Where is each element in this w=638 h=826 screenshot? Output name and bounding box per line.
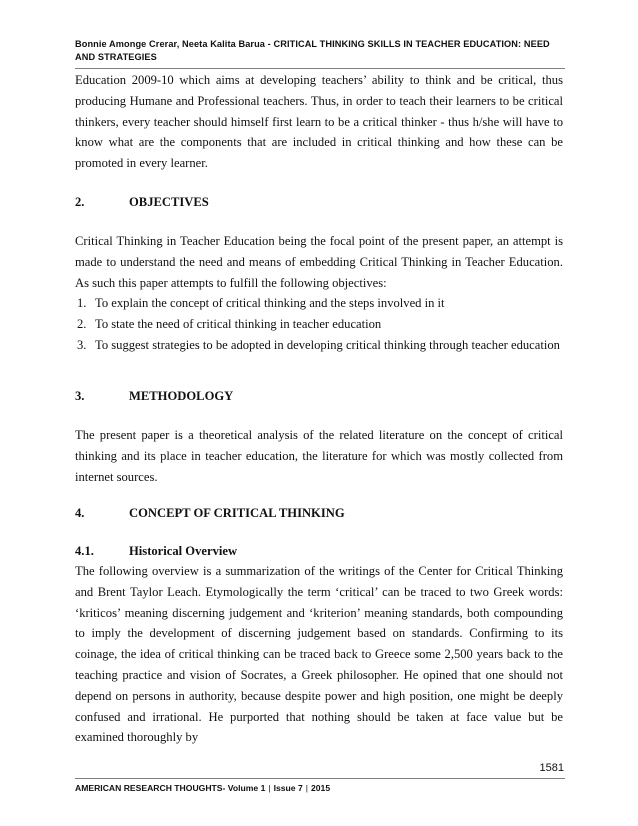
footer-separator: |: [305, 783, 308, 793]
intro-paragraph-block: [75, 70, 563, 174]
section-number: 4.1.: [75, 544, 94, 558]
list-item: [75, 335, 563, 356]
section-heading-objectives: [75, 192, 209, 212]
list-item: [75, 314, 563, 335]
running-header: [75, 38, 565, 69]
historical-paragraph-block: [75, 561, 563, 748]
subsection-heading-historical: [75, 541, 237, 561]
list-item-text: To explain the concept of critical thinking and the steps involved in it: [95, 296, 445, 310]
section-title: OBJECTIVES: [129, 195, 209, 209]
list-item: [75, 293, 563, 314]
objectives-paragraph: Critical Thinking in Teacher Education being the focal point of the present paper, an attempt is made to understand the need and means of embedding Critical Thinking in Teacher Education. As such this paper attempts to fulfill the following objectives:: [75, 234, 563, 290]
section-number: 3.: [75, 389, 85, 403]
footer-issue: Issue 7: [273, 783, 303, 793]
objectives-list: [75, 293, 563, 355]
footer-journal: AMERICAN RESEARCH THOUGHTS- Volume 1: [75, 783, 266, 793]
section-number: 2.: [75, 195, 85, 209]
list-item-text: To state the need of critical thinking in teacher education: [95, 316, 382, 331]
section-heading-methodology: [75, 386, 233, 406]
section-heading-concept: [75, 503, 345, 523]
section-title: METHODOLOGY: [129, 389, 234, 403]
intro-paragraph: Education 2009-10 which aims at developing teachers’ ability to think and be critical, thus producing Humane and Professional teachers. Thus, in order to teach their learners to be critical thinkers, every teacher should himself first learn to be a critical thinker - thus h/she will have to know what are the components that are included in critical thinking and how these can be promoted in every learner.: [75, 73, 563, 171]
section-title: Historical Overview: [129, 544, 238, 558]
section-title: CONCEPT OF CRITICAL THINKING: [129, 506, 345, 520]
list-item-text: To suggest strategies to be adopted in developing critical thinking through teacher education: [95, 337, 560, 352]
list-marker: 1.: [77, 296, 87, 310]
page-number: 1581: [539, 762, 564, 774]
methodology-paragraph: The present paper is a theoretical analysis of the related literature on the concept of critical thinking and its place in teacher education, the literature for which was mostly collected from internet sources.: [75, 428, 563, 484]
objectives-paragraph-block: [75, 231, 563, 293]
list-marker: 3.: [77, 337, 87, 352]
methodology-paragraph-block: [75, 425, 563, 487]
footer-year: 2015: [310, 783, 331, 793]
running-title: Bonnie Amonge Crerar, Neeta Kalita Barua - CRITICAL THINKING SKILLS IN TEACHER EDUCATION: NEED AND STRATEGIES: [75, 39, 550, 62]
section-number: 4.: [75, 506, 85, 520]
historical-paragraph: The following overview is a summarization of the writings of the Center for Critical Thinking and Brent Taylor Leach. Etymologically the term ‘critical’ can be traced to two Greek words: ‘kriticos’ meaning discerning judgement and ‘kriterion’ meaning standards, both compounding to imply the development of discerning judgement based on standards. Confirming to its coinage, the idea of critical thinking can be traced back to Greece some 2,500 years back to the teaching practice and vision of Socrates, a Greek philosopher. He opined that one should not depend on persons in authority, because despite power and high position, one might be deeply confused and irrational. He purported that nothing should be taken at face value but be examined thoroughly by: [75, 564, 563, 745]
list-marker: 2.: [77, 316, 87, 331]
journal-footer: [75, 778, 565, 793]
footer-separator: |: [268, 783, 271, 793]
